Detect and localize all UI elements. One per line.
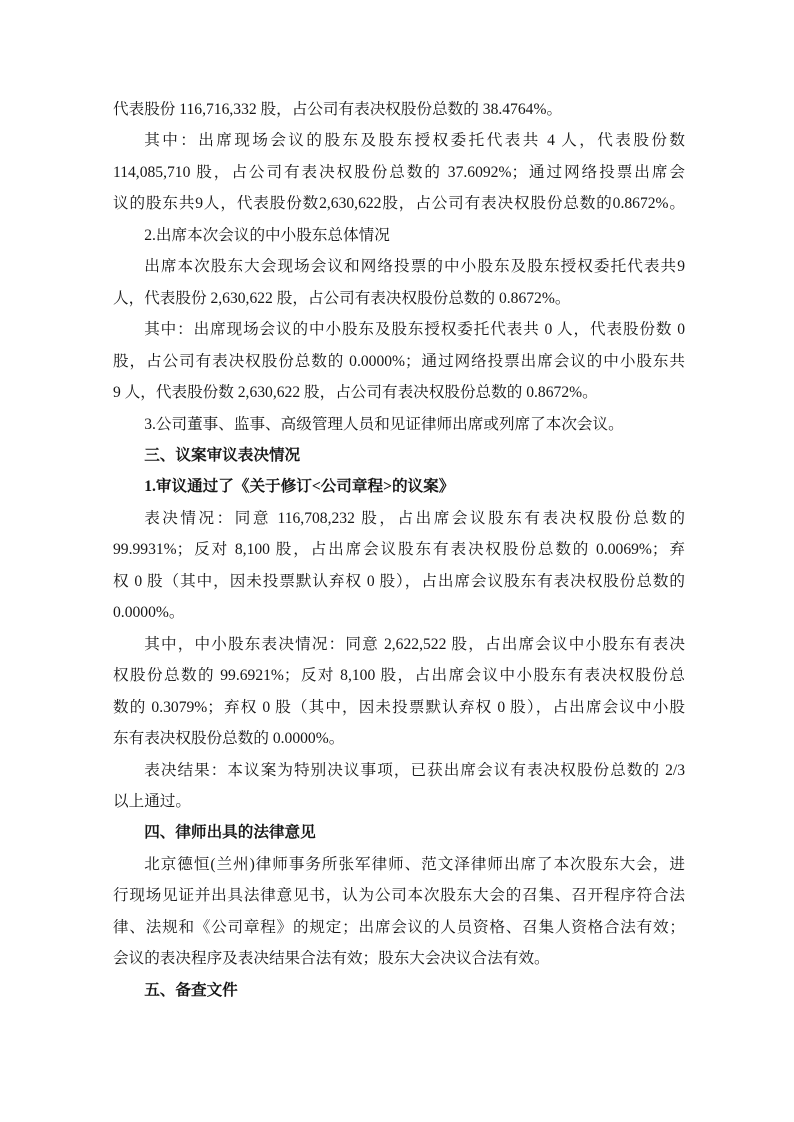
text-line: 其中：出席现场会议的中小股东及股东授权委托代表共 0 人，代表股份数 0 — [144, 321, 685, 339]
text-line: 权 0 股（其中，因未投票默认弃权 0 股），占出席会议股东有表决权股份总数的 — [113, 572, 685, 590]
text-line: 律、法规和《公司章程》的规定；出席会议的人员资格、召集人资格合法有效； — [113, 918, 685, 936]
text-line: 人，代表股份 2,630,622 股，占公司有表决权股份总数的 0.8672%。 — [113, 289, 571, 307]
text-line: 权股份总数的 99.6921%；反对 8,100 股，占出席会议中小股东有表决权股份总 — [113, 667, 685, 685]
paragraph — [113, 755, 685, 818]
document-body — [113, 94, 685, 1006]
text-line: 其中，中小股东表决情况：同意 2,622,522 股，占出席会议中小股东有表决 — [144, 635, 685, 653]
paragraph — [113, 125, 685, 219]
text-line: 代表股份 116,716,332 股，占公司有表决权股份总数的 38.4764%。 — [113, 101, 563, 118]
paragraph — [113, 220, 685, 251]
paragraph — [113, 409, 685, 440]
text-line: 0.0000%。 — [113, 604, 185, 622]
paragraph — [113, 94, 685, 125]
text-line: 股，占公司有表决权股份总数的 0.0000%；通过网络投票出席会议的中小股东共 — [113, 352, 685, 370]
paragraph — [113, 314, 685, 408]
text-line: 北京德恒(兰州)律师事务所张军律师、范文泽律师出席了本次股东大会，进 — [144, 855, 685, 873]
text-line: 1.审议通过了《关于修订<公司章程>的议案》 — [144, 478, 455, 496]
text-line: 五、备查文件 — [144, 981, 238, 999]
text-line: 三、议案审议表决情况 — [144, 446, 301, 464]
text-line: 会议的表决程序及表决结果合法有效；股东大会决议合法有效。 — [113, 950, 550, 968]
text-line: 114,085,710 股，占公司有表决权股份总数的 37.6092%；通过网络投票出席会 — [113, 163, 685, 181]
section-heading — [113, 471, 685, 502]
text-line: 2.出席本次会议的中小股东总体情况 — [144, 226, 390, 244]
text-line: 表决情况：同意 116,708,232 股，占出席会议股东有表决权股份总数的 — [144, 509, 685, 527]
text-line: 9 人，代表股份数 2,630,622 股，占公司有表决权股份总数的 0.8672%。 — [113, 384, 598, 402]
text-line: 东有表决权股份总数的 0.0000%。 — [113, 730, 345, 748]
text-line: 四、律师出具的法律意见 — [144, 824, 316, 842]
text-line: 99.9931%；反对 8,100 股，占出席会议股东有表决权股份总数的 0.0069%；弃 — [113, 541, 685, 559]
paragraph — [113, 629, 685, 755]
section-heading — [113, 817, 685, 848]
section-heading — [113, 440, 685, 471]
paragraph — [113, 251, 685, 314]
paragraph — [113, 503, 685, 629]
text-line: 数的 0.3079%；弃权 0 股（其中，因未投票默认弃权 0 股），占出席会议中小股 — [113, 698, 685, 716]
text-line: 出席本次股东大会现场会议和网络投票的中小股东及股东授权委托代表共9 — [144, 258, 685, 276]
text-line: 表决结果：本议案为特别决议事项，已获出席会议有表决权股份总数的 2/3 — [144, 761, 685, 779]
text-line: 3.公司董事、监事、高级管理人员和见证律师出席或列席了本次会议。 — [144, 415, 624, 433]
paragraph — [113, 849, 685, 975]
text-line: 以上通过。 — [113, 792, 191, 810]
section-heading — [113, 975, 685, 1006]
text-line: 行现场见证并出具法律意见书，认为公司本次股东大会的召集、召开程序符合法 — [113, 887, 685, 905]
text-line: 其中：出席现场会议的股东及股东授权委托代表共 4 人，代表股份数 — [144, 132, 685, 150]
text-line: 议的股东共9人，代表股份数2,630,622股，占公司有表决权股份总数的0.8672%。 — [113, 195, 685, 213]
